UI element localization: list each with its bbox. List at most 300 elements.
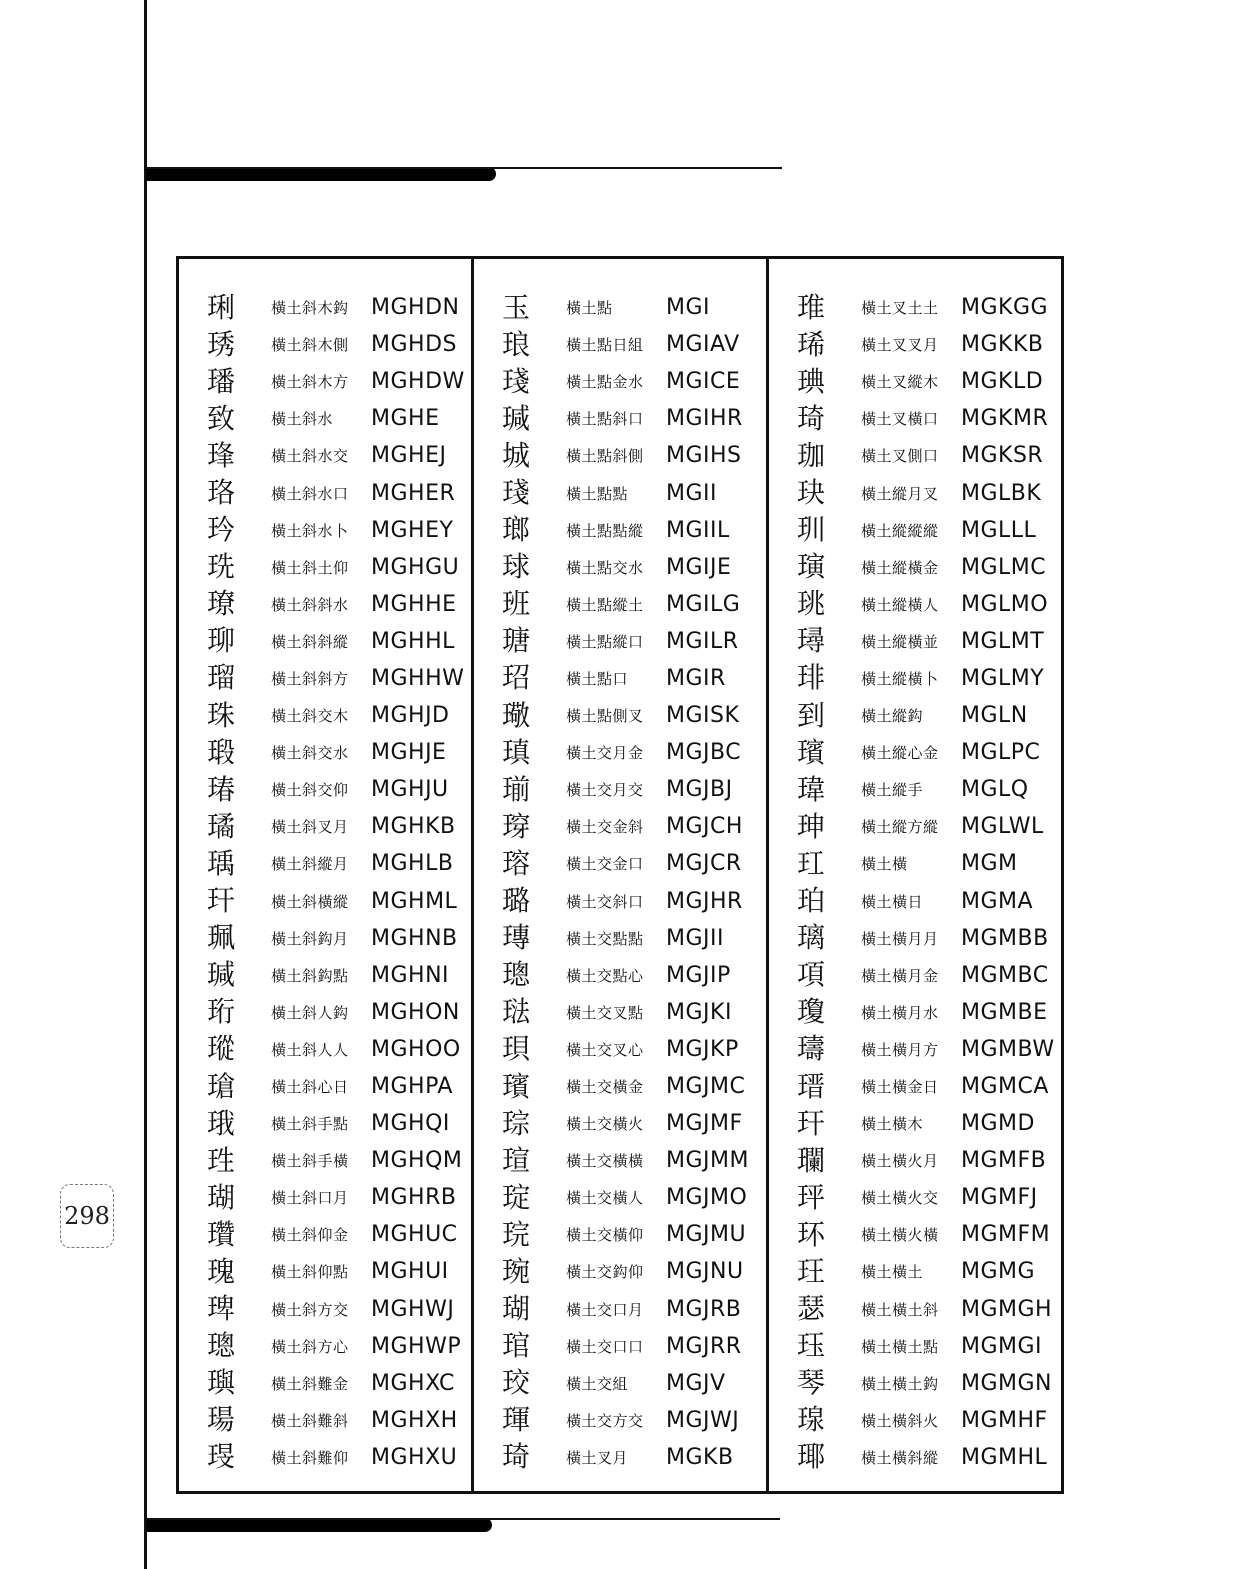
character-cell: 璸 xyxy=(797,735,826,769)
code-cell: MGKMR xyxy=(961,406,1049,432)
radicals-cell: 橫土斜斜水 xyxy=(271,595,349,614)
table-row xyxy=(179,289,471,326)
character-cell: 瑚 xyxy=(502,1292,531,1326)
character-cell: 瑒 xyxy=(207,1403,236,1437)
table-row xyxy=(179,1142,471,1179)
radicals-cell: 橫土縱心金 xyxy=(861,744,939,763)
table-row xyxy=(769,1328,1061,1365)
code-cell: MGHQM xyxy=(371,1148,463,1174)
code-cell: MGHDS xyxy=(371,332,457,358)
table-row xyxy=(474,920,766,957)
code-cell: MGLBK xyxy=(961,480,1042,506)
table-row xyxy=(179,326,471,363)
radicals-cell: 橫土斜水交 xyxy=(271,447,349,466)
character-cell: 玉 xyxy=(502,290,531,324)
table-column-2 xyxy=(471,259,766,1491)
radicals-cell: 橫土叉側口 xyxy=(861,447,939,466)
radicals-cell: 橫土橫火月 xyxy=(861,1152,939,1171)
character-cell: 琅 xyxy=(502,327,531,361)
table-row xyxy=(179,808,471,845)
code-cell: MGJCR xyxy=(666,851,742,877)
radicals-cell: 橫土斜交水 xyxy=(271,744,349,763)
code-cell: MGIAV xyxy=(666,332,740,358)
table-row xyxy=(769,660,1061,697)
code-cell: MGJMC xyxy=(666,1074,746,1100)
code-cell: MGHOO xyxy=(371,1036,461,1062)
character-cell: 琦 xyxy=(797,401,826,435)
radicals-cell: 橫土交斜口 xyxy=(566,892,644,911)
character-cell: 瑼 xyxy=(502,921,531,955)
code-cell: MGHJU xyxy=(371,777,449,803)
table-row xyxy=(474,512,766,549)
code-cell: MGJII xyxy=(666,925,724,951)
radicals-cell: 橫土點口 xyxy=(566,669,629,688)
radicals-cell: 橫土斜水口 xyxy=(271,484,349,503)
code-cell: MGHUI xyxy=(371,1259,449,1285)
character-cell: 琍 xyxy=(207,290,236,324)
table-row xyxy=(179,883,471,920)
table-row xyxy=(474,883,766,920)
table-row xyxy=(769,1105,1061,1142)
top-thin-rule xyxy=(146,167,782,169)
table-row xyxy=(769,1253,1061,1290)
radicals-cell: 橫土交月交 xyxy=(566,781,644,800)
table-row xyxy=(769,437,1061,474)
table-row xyxy=(474,474,766,511)
table-row xyxy=(474,1031,766,1068)
character-cell: 珋 xyxy=(207,624,236,658)
table-row xyxy=(474,400,766,437)
code-cell: MGMD xyxy=(961,1111,1035,1137)
character-cell: 珼 xyxy=(502,1032,531,1066)
table-row xyxy=(474,1328,766,1365)
code-cell: MGMBE xyxy=(961,999,1048,1025)
table-row xyxy=(769,883,1061,920)
radicals-cell: 橫土斜水卜 xyxy=(271,521,349,540)
radicals-cell: 橫土交叉點 xyxy=(566,1003,644,1022)
table-row xyxy=(179,1031,471,1068)
code-cell: MGHGU xyxy=(371,554,460,580)
radicals-cell: 橫土點側叉 xyxy=(566,707,644,726)
character-cell: 玪 xyxy=(207,513,236,547)
code-cell: MGHER xyxy=(371,480,456,506)
table-row xyxy=(179,845,471,882)
table-row xyxy=(474,697,766,734)
character-cell: 瑃 xyxy=(207,772,236,806)
table-row xyxy=(179,920,471,957)
table-row xyxy=(474,363,766,400)
character-cell: 瓚 xyxy=(207,1217,236,1251)
character-cell: 班 xyxy=(502,587,531,621)
table-row xyxy=(769,474,1061,511)
code-cell: MGMGI xyxy=(961,1333,1043,1359)
radicals-cell: 橫土橫土斜 xyxy=(861,1300,939,1319)
radicals-cell: 橫土斜難金 xyxy=(271,1374,349,1393)
code-cell: MGHWJ xyxy=(371,1296,455,1322)
table-row xyxy=(769,586,1061,623)
table-row xyxy=(474,1179,766,1216)
table-row xyxy=(769,1365,1061,1402)
code-cell: MGHDW xyxy=(371,369,465,395)
radicals-cell: 橫土斜方心 xyxy=(271,1337,349,1356)
character-cell: 珈 xyxy=(797,438,826,472)
table-row xyxy=(769,734,1061,771)
table-row xyxy=(769,771,1061,808)
bottom-thick-rule xyxy=(146,1518,492,1532)
radicals-cell: 橫土交組 xyxy=(566,1374,629,1393)
radicals-cell: 橫土點斜側 xyxy=(566,447,644,466)
radicals-cell: 橫土斜木鈎 xyxy=(271,299,349,318)
character-cell: 琲 xyxy=(797,661,826,695)
table-row xyxy=(769,920,1061,957)
radicals-cell: 橫土橫日 xyxy=(861,892,924,911)
code-cell: MGMFB xyxy=(961,1148,1047,1174)
character-cell: 琋 xyxy=(797,327,826,361)
table-row xyxy=(474,1291,766,1328)
radicals-cell: 橫土橫月水 xyxy=(861,1003,939,1022)
character-cell: 璁 xyxy=(207,1329,236,1363)
radicals-cell: 橫土斜人鈎 xyxy=(271,1003,349,1022)
table-row xyxy=(474,437,766,474)
character-cell: 玦 xyxy=(797,476,826,510)
character-cell: 玕 xyxy=(207,884,236,918)
radicals-cell: 橫土縱橫並 xyxy=(861,632,939,651)
radicals-cell: 橫土點點縱 xyxy=(566,521,644,540)
character-cell: 琿 xyxy=(502,1403,531,1437)
table-row xyxy=(179,734,471,771)
character-cell: 珩 xyxy=(207,995,236,1029)
character-cell: 璠 xyxy=(207,364,236,398)
character-cell: 琓 xyxy=(502,1217,531,1251)
code-cell: MGLN xyxy=(961,703,1028,729)
code-cell: MGJCH xyxy=(666,814,743,840)
code-cell: MGHJD xyxy=(371,703,450,729)
radicals-cell: 橫土斜仰金 xyxy=(271,1226,349,1245)
table-row xyxy=(179,623,471,660)
code-cell: MGHJE xyxy=(371,740,447,766)
character-cell: 珧 xyxy=(797,587,826,621)
table-row xyxy=(179,957,471,994)
character-cell: 瑊 xyxy=(502,401,531,435)
character-cell: 瑘 xyxy=(797,1440,826,1474)
radicals-cell: 橫土斜木側 xyxy=(271,336,349,355)
code-cell: MGJBC xyxy=(666,740,742,766)
character-cell: 瑊 xyxy=(207,958,236,992)
table-row xyxy=(474,326,766,363)
code-cell: MGLQ xyxy=(961,777,1029,803)
code-cell: MGKGG xyxy=(961,295,1049,321)
character-cell: 环 xyxy=(797,1217,826,1251)
table-row xyxy=(179,586,471,623)
character-cell: 瑨 xyxy=(797,1069,826,1103)
character-cell: 琒 xyxy=(207,438,236,472)
radicals-cell: 橫土交口口 xyxy=(566,1337,644,1356)
table-row xyxy=(474,771,766,808)
code-cell: MGHEJ xyxy=(371,443,447,469)
table-row xyxy=(474,623,766,660)
code-cell: MGHXH xyxy=(371,1407,458,1433)
table-row xyxy=(474,660,766,697)
character-cell: 城 xyxy=(502,438,531,472)
radicals-cell: 橫土交金斜 xyxy=(566,818,644,837)
table-row xyxy=(474,549,766,586)
table-row xyxy=(179,1179,471,1216)
table-row xyxy=(179,1291,471,1328)
table-row xyxy=(179,437,471,474)
character-cell: 玕 xyxy=(797,1106,826,1140)
radicals-cell: 橫土橫土鈎 xyxy=(861,1374,939,1393)
radicals-cell: 橫土交點心 xyxy=(566,966,644,985)
character-cell: 瑀 xyxy=(207,846,236,880)
character-cell: 玶 xyxy=(797,1180,826,1214)
radicals-cell: 橫土斜手點 xyxy=(271,1115,349,1134)
table-row xyxy=(474,1142,766,1179)
code-cell: MGJRB xyxy=(666,1296,742,1322)
radicals-cell: 橫土交橫仰 xyxy=(566,1226,644,1245)
radicals-cell: 橫土縱橫卜 xyxy=(861,669,939,688)
code-cell: MGKKB xyxy=(961,332,1044,358)
code-cell: MGHON xyxy=(371,999,460,1025)
radicals-cell: 橫土斜鈎月 xyxy=(271,929,349,948)
code-cell: MGJWJ xyxy=(666,1407,740,1433)
code-cell: MGHRB xyxy=(371,1185,457,1211)
character-cell: 瑱 xyxy=(502,735,531,769)
character-cell: 琔 xyxy=(502,1180,531,1214)
radicals-cell: 橫土交叉心 xyxy=(566,1040,644,1059)
radicals-cell: 橫土斜叉月 xyxy=(271,818,349,837)
code-cell: MGHDN xyxy=(371,295,460,321)
code-cell: MGLWL xyxy=(961,814,1044,840)
table-row xyxy=(474,994,766,1031)
table-row xyxy=(769,808,1061,845)
table-row xyxy=(179,697,471,734)
table-row xyxy=(179,512,471,549)
code-cell: MGIIL xyxy=(666,517,730,543)
radicals-cell: 橫土交橫火 xyxy=(566,1115,644,1134)
character-cell: 璌 xyxy=(797,550,826,584)
character-cell: 瑏 xyxy=(502,809,531,843)
radicals-cell: 橫土橫木 xyxy=(861,1115,924,1134)
table-row xyxy=(769,326,1061,363)
code-cell: MGKB xyxy=(666,1444,734,1470)
character-cell: 瑯 xyxy=(502,513,531,547)
code-cell: MGJRR xyxy=(666,1333,742,1359)
code-cell: MGHKB xyxy=(371,814,456,840)
code-cell: MGHUC xyxy=(371,1222,458,1248)
radicals-cell: 橫土斜斜方 xyxy=(271,669,349,688)
radicals-cell: 橫土點 xyxy=(566,299,613,318)
radicals-cell: 橫土叉叉月 xyxy=(861,336,939,355)
character-cell: 瑽 xyxy=(207,1032,236,1066)
code-cell: MGI xyxy=(666,295,711,321)
code-cell: MGIR xyxy=(666,665,726,691)
character-cell: 珞 xyxy=(207,476,236,510)
radicals-cell: 橫土叉縱木 xyxy=(861,373,939,392)
code-cell: MGIJE xyxy=(666,554,732,580)
table-row xyxy=(769,697,1061,734)
table-row xyxy=(474,1253,766,1290)
table-row xyxy=(769,1216,1061,1253)
code-cell: MGMHF xyxy=(961,1407,1048,1433)
radicals-cell: 橫土點縱口 xyxy=(566,632,644,651)
radicals-cell: 橫土交金口 xyxy=(566,855,644,874)
character-cell: 璕 xyxy=(797,624,826,658)
code-cell: MGII xyxy=(666,480,718,506)
character-cell: 玿 xyxy=(502,661,531,695)
radicals-cell: 橫土橫土點 xyxy=(861,1337,939,1356)
radicals-cell: 橫土斜木方 xyxy=(271,373,349,392)
table-row xyxy=(769,1439,1061,1476)
character-cell: 珄 xyxy=(207,1143,236,1177)
radicals-cell: 橫土交鈎仰 xyxy=(566,1263,644,1282)
radicals-cell: 橫土橫金日 xyxy=(861,1078,939,1097)
character-cell: 玨 xyxy=(797,1254,826,1288)
character-cell: 瑭 xyxy=(502,624,531,658)
character-cell: 琯 xyxy=(502,1329,531,1363)
radicals-cell: 橫土點日組 xyxy=(566,336,644,355)
radicals-cell: 橫土縱鈎 xyxy=(861,707,924,726)
code-cell: MGLMT xyxy=(961,628,1045,654)
code-cell: MGILR xyxy=(666,628,739,654)
character-cell: 琠 xyxy=(797,364,826,398)
radicals-cell: 橫土斜交仰 xyxy=(271,781,349,800)
code-cell: MGHNB xyxy=(371,925,458,951)
character-cell: 琮 xyxy=(502,1106,531,1140)
code-cell: MGHPA xyxy=(371,1074,453,1100)
table-row xyxy=(179,1439,471,1476)
table-row xyxy=(769,289,1061,326)
character-cell: 璚 xyxy=(207,809,236,843)
code-cell: MGJMO xyxy=(666,1185,748,1211)
character-cell: 珏 xyxy=(797,1329,826,1363)
code-cell: MGHHL xyxy=(371,628,455,654)
character-cell: 珠 xyxy=(207,698,236,732)
table-row xyxy=(769,623,1061,660)
character-cell: 琖 xyxy=(502,364,531,398)
character-cell: 項 xyxy=(797,958,826,992)
radicals-cell: 橫土斜心日 xyxy=(271,1078,349,1097)
character-cell: 球 xyxy=(502,550,531,584)
code-cell: MGHEY xyxy=(371,517,454,543)
code-cell: MGHNI xyxy=(371,962,450,988)
code-cell: MGMCA xyxy=(961,1074,1049,1100)
code-cell: MGMBC xyxy=(961,962,1049,988)
radicals-cell: 橫土斜橫縱 xyxy=(271,892,349,911)
character-cell: 琖 xyxy=(502,476,531,510)
radicals-cell: 橫土點斜口 xyxy=(566,410,644,429)
code-cell: MGLPC xyxy=(961,740,1041,766)
code-cell: MGJMF xyxy=(666,1111,743,1137)
radicals-cell: 橫土橫月金 xyxy=(861,966,939,985)
character-cell: 琕 xyxy=(207,1292,236,1326)
radicals-cell: 橫土點點 xyxy=(566,484,629,503)
radicals-cell: 橫土橫月月 xyxy=(861,929,939,948)
character-cell: 瓓 xyxy=(797,1143,826,1177)
code-cell: MGMFM xyxy=(961,1222,1051,1248)
code-cell: MGHWP xyxy=(371,1333,462,1359)
code-cell: MGJMU xyxy=(666,1222,747,1248)
table-column-3 xyxy=(766,259,1061,1491)
character-cell: 瑢 xyxy=(502,846,531,880)
code-cell: MGJBJ xyxy=(666,777,733,803)
table-row xyxy=(179,549,471,586)
table-row xyxy=(179,1253,471,1290)
table-row xyxy=(769,1031,1061,1068)
table-row xyxy=(769,1402,1061,1439)
radicals-cell: 橫土交方交 xyxy=(566,1411,644,1430)
character-cell: 璸 xyxy=(502,1069,531,1103)
code-cell: MGMBW xyxy=(961,1036,1055,1062)
code-cell: MGLMC xyxy=(961,554,1047,580)
character-cell: 瑲 xyxy=(207,1069,236,1103)
character-cell: 琬 xyxy=(502,1254,531,1288)
character-cell: 璥 xyxy=(502,698,531,732)
radicals-cell: 橫土橫 xyxy=(861,855,908,874)
character-cell: 琟 xyxy=(797,290,826,324)
character-cell: 瑋 xyxy=(797,772,826,806)
table-row xyxy=(769,845,1061,882)
code-cell: MGIHS xyxy=(666,443,742,469)
radicals-cell: 橫土縱月叉 xyxy=(861,484,939,503)
radicals-cell: 橫土交點點 xyxy=(566,929,644,948)
table-row xyxy=(474,734,766,771)
code-cell: MGMGN xyxy=(961,1370,1053,1396)
bottom-thin-rule xyxy=(146,1518,780,1520)
character-cell: 珓 xyxy=(502,1366,531,1400)
table-row xyxy=(769,957,1061,994)
radicals-cell: 橫土交橫人 xyxy=(566,1189,644,1208)
character-cell: 玔 xyxy=(797,513,826,547)
radicals-cell: 橫土橫火交 xyxy=(861,1189,939,1208)
character-cell: 珴 xyxy=(207,1106,236,1140)
radicals-cell: 橫土交口月 xyxy=(566,1300,644,1319)
character-cell: 璃 xyxy=(797,921,826,955)
code-cell: MGHHE xyxy=(371,591,457,617)
code-cell: MGIHR xyxy=(666,406,743,432)
character-cell: 珅 xyxy=(797,809,826,843)
radicals-cell: 橫土橫斜火 xyxy=(861,1411,939,1430)
radicals-cell: 橫土斜交木 xyxy=(271,707,349,726)
code-cell: MGJKP xyxy=(666,1036,739,1062)
character-cell: 琴 xyxy=(797,1366,826,1400)
character-cell: 琇 xyxy=(207,327,236,361)
character-cell: 瑐 xyxy=(502,772,531,806)
table-row xyxy=(769,363,1061,400)
character-cell: 瑟 xyxy=(797,1292,826,1326)
character-cell: 璵 xyxy=(207,1366,236,1400)
table-row xyxy=(769,512,1061,549)
code-cell: MGMG xyxy=(961,1259,1036,1285)
table-row xyxy=(179,1328,471,1365)
page-number: 298 xyxy=(60,1184,114,1248)
radicals-cell: 橫土點縱土 xyxy=(566,595,644,614)
table-row xyxy=(474,1402,766,1439)
table-row xyxy=(474,1439,766,1476)
left-margin-rule xyxy=(144,0,147,1569)
character-cell: 瑚 xyxy=(207,1180,236,1214)
code-cell: MGHE xyxy=(371,406,440,432)
character-cell: 瑄 xyxy=(502,1143,531,1177)
code-cell: MGJKI xyxy=(666,999,732,1025)
table-row xyxy=(474,1068,766,1105)
code-cell: MGHQI xyxy=(371,1111,450,1137)
character-cell: 瓊 xyxy=(797,995,826,1029)
radicals-cell: 橫土斜仰點 xyxy=(271,1263,349,1282)
radicals-cell: 橫土斜水 xyxy=(271,410,334,429)
table-row xyxy=(179,1068,471,1105)
character-cell: 瑠 xyxy=(207,661,236,695)
code-cell: MGMBB xyxy=(961,925,1049,951)
